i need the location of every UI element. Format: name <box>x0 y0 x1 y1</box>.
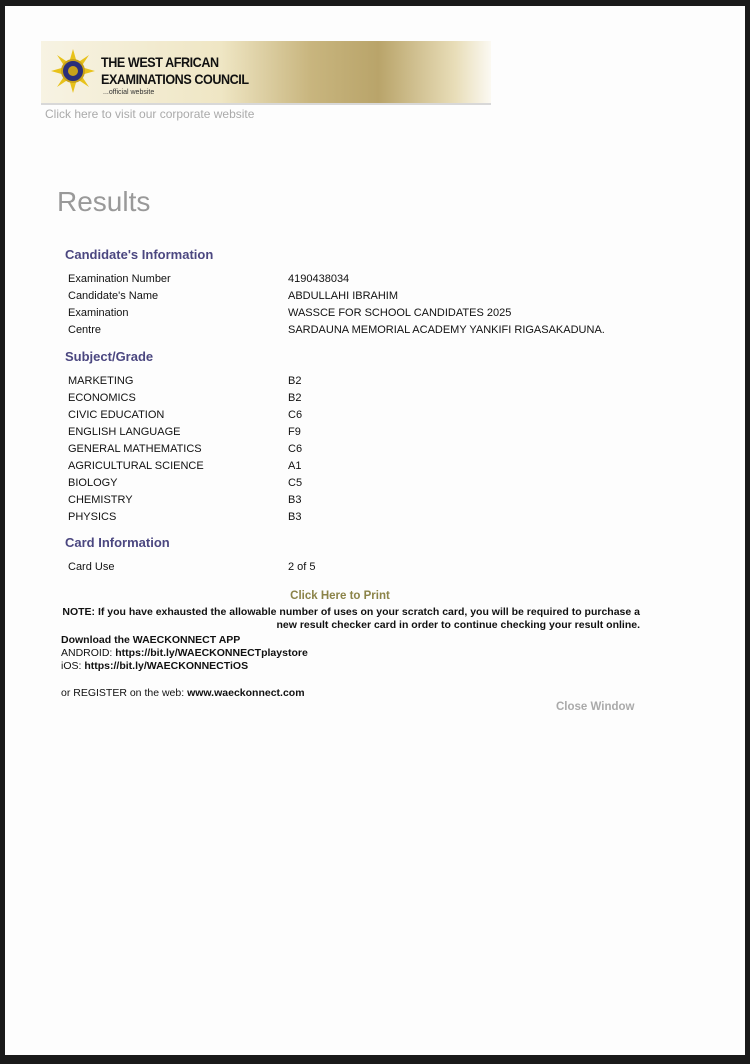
row-value: WASSCE FOR SCHOOL CANDIDATES 2025 <box>288 307 512 319</box>
table-row <box>68 375 302 387</box>
row-value: SARDAUNA MEMORIAL ACADEMY YANKIFI RIGASAKADUNA. <box>288 324 605 336</box>
waec-seal-logo <box>51 49 95 93</box>
row-label: Candidate's Name <box>68 290 159 302</box>
table-row <box>68 443 303 455</box>
subject-grade-heading: Subject/Grade <box>65 349 154 364</box>
print-button[interactable]: Click Here to Print <box>290 590 390 602</box>
row-value: ABDULLAHI IBRAHIM <box>288 290 399 302</box>
row-label: CIVIC EDUCATION <box>68 409 165 421</box>
row-label: Examination <box>68 307 129 319</box>
row-value: B3 <box>288 494 302 506</box>
row-label: Centre <box>68 324 102 336</box>
row-value: B3 <box>288 511 302 523</box>
row-label: CHEMISTRY <box>68 494 133 506</box>
table-row <box>68 511 302 523</box>
waec-banner[interactable] <box>41 41 491 105</box>
ios-label: iOS: <box>61 660 85 672</box>
row-label: BIOLOGY <box>68 477 118 489</box>
row-label: AGRICULTURAL SCIENCE <box>68 460 204 472</box>
row-label: ENGLISH LANGUAGE <box>68 426 181 438</box>
android-label: ANDROID: <box>61 647 116 659</box>
table-row <box>68 477 303 489</box>
table-row <box>68 307 512 319</box>
row-value: 2 of 5 <box>288 561 316 573</box>
register-link[interactable]: www.waeckonnect.com <box>187 687 305 699</box>
table-row <box>68 409 303 421</box>
result-page <box>5 6 745 1055</box>
table-row <box>68 290 399 302</box>
logo-line2: EXAMINATIONS COUNCIL <box>101 71 249 87</box>
table-row <box>68 426 301 438</box>
table-row <box>68 460 302 472</box>
row-value: 4190438034 <box>288 273 350 285</box>
row-value: C5 <box>288 477 303 489</box>
row-value: C6 <box>288 409 303 421</box>
android-link[interactable]: https://bit.ly/WAECKONNECTplaystore <box>115 647 308 659</box>
ios-link[interactable]: https://bit.ly/WAECKONNECTiOS <box>84 660 249 672</box>
download-heading: Download the WAECKONNECT APP <box>61 634 241 646</box>
row-label: Card Use <box>68 561 115 573</box>
table-row <box>68 392 302 404</box>
row-label: MARKETING <box>68 375 134 387</box>
row-value: C6 <box>288 443 303 455</box>
register-line <box>61 687 305 699</box>
android-line <box>61 647 308 659</box>
row-value: B2 <box>288 392 302 404</box>
logo-line1: THE WEST AFRICAN <box>101 54 219 70</box>
scratch-card-note: NOTE: If you have exhausted the allowable number of uses on your scratch card, you will be required to purchase a new result checker card in order to continue checking your result online. <box>62 606 640 631</box>
row-label: Examination Number <box>68 273 171 285</box>
row-value: F9 <box>288 426 301 438</box>
row-label: GENERAL MATHEMATICS <box>68 443 202 455</box>
card-info-heading: Card Information <box>65 535 170 550</box>
table-row <box>68 561 316 573</box>
row-label: PHYSICS <box>68 511 117 523</box>
page-title: Results <box>57 186 151 217</box>
corporate-website-link[interactable]: Click here to visit our corporate website <box>45 107 255 121</box>
candidate-info-heading: Candidate's Information <box>65 247 214 262</box>
table-row <box>68 324 605 336</box>
logo-title <box>101 54 249 88</box>
table-row <box>68 494 302 506</box>
close-window-button[interactable]: Close Window <box>556 701 635 713</box>
table-row <box>68 273 350 285</box>
ios-line <box>61 660 248 672</box>
row-label: ECONOMICS <box>68 392 136 404</box>
register-label: or REGISTER on the web: <box>61 687 188 699</box>
row-value: B2 <box>288 375 302 387</box>
row-value: A1 <box>288 460 302 472</box>
logo-subtitle: ...official website <box>103 89 155 96</box>
